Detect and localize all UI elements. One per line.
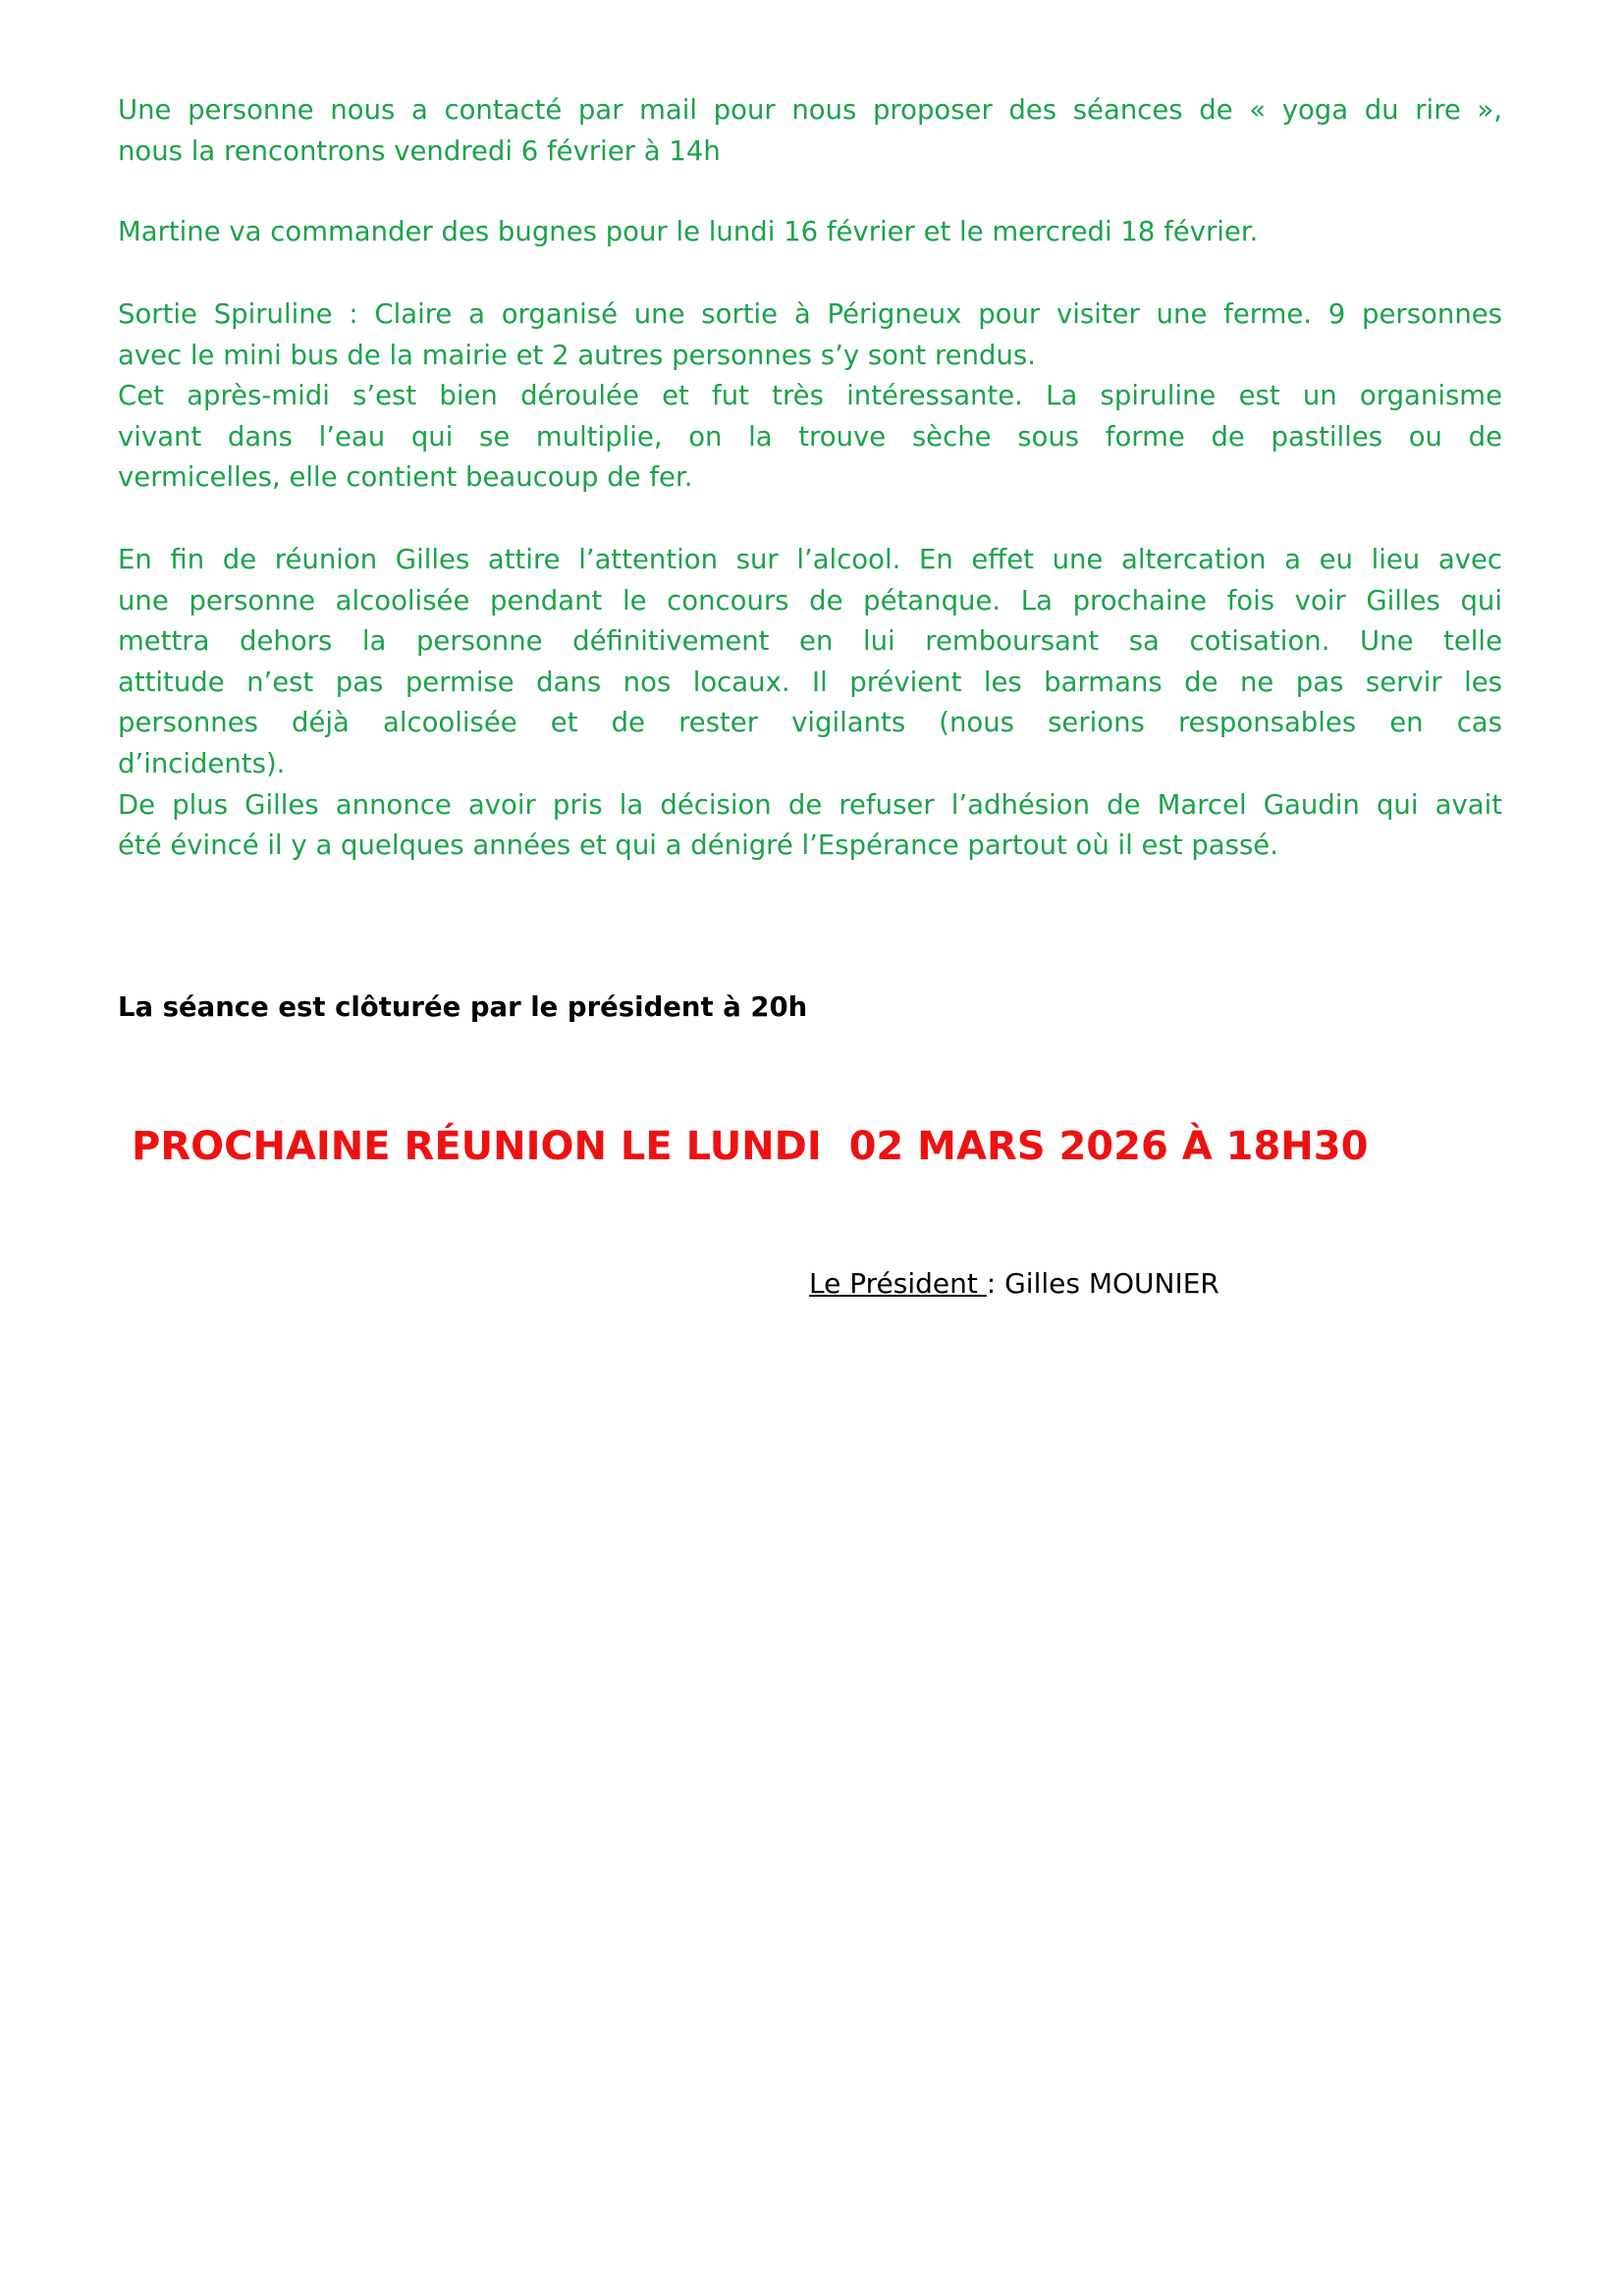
paragraph-line: Sortie Spiruline : Claire a organisé une sortie à Périgneux pour visiter une ferme. 9 personnes bbox=[118, 298, 1502, 330]
paragraph-line: d’incidents). bbox=[118, 747, 286, 779]
paragraph-spiruline bbox=[118, 294, 1502, 499]
signature bbox=[809, 1264, 1219, 1304]
paragraph-line: Une personne nous a contacté par mail pour nous proposer des séances de « yoga du rire », bbox=[118, 94, 1502, 126]
next-meeting-announcement: PROCHAINE RÉUNION LE LUNDI 02 MARS 2026 À 18H30 bbox=[132, 1124, 1369, 1169]
signature-role: Le Président bbox=[809, 1267, 987, 1300]
paragraph-bugnes bbox=[118, 212, 1502, 253]
paragraph-line: nous la rencontrons vendredi 6 février à 14h bbox=[118, 134, 721, 167]
paragraph-line: Cet après-midi s’est bien déroulée et fut très intéressante. La spiruline est un organisme bbox=[118, 380, 1502, 412]
signature-separator: : bbox=[986, 1267, 1005, 1300]
paragraph-line: avec le mini bus de la mairie et 2 autres personnes s’y sont rendus. bbox=[118, 339, 1036, 371]
paragraph-line: mettra dehors la personne définitivement en lui remboursant sa cotisation. Une telle bbox=[118, 625, 1502, 658]
paragraph-yoga bbox=[118, 90, 1502, 172]
paragraph-line: vermicelles, elle contient beaucoup de fer. bbox=[118, 461, 693, 494]
signature-name: Gilles MOUNIER bbox=[1004, 1267, 1219, 1300]
paragraph-line: une personne alcoolisée pendant le concours de pétanque. La prochaine fois voir Gilles qui bbox=[118, 584, 1502, 616]
closing-statement: La séance est clôturée par le président à 20h bbox=[118, 991, 808, 1023]
paragraph-line: De plus Gilles annonce avoir pris la décision de refuser l’adhésion de Marcel Gaudin qui avait bbox=[118, 788, 1502, 821]
paragraph-line: En fin de réunion Gilles attire l’attention sur l’alcool. En effet une altercation a eu lieu avec bbox=[118, 544, 1502, 575]
paragraph-alcool bbox=[118, 540, 1502, 867]
paragraph-line: vivant dans l’eau qui se multiplie, on la trouve sèche sous forme de pastilles ou de bbox=[118, 420, 1502, 453]
paragraph-line: été évincé il y a quelques années et qui a dénigré l’Espérance partout où il est passé. bbox=[118, 829, 1278, 862]
paragraph-line: attitude n’est pas permise dans nos locaux. Il prévient les barmans de ne pas servir les bbox=[118, 666, 1502, 698]
paragraph-line: personnes déjà alcoolisée et de rester vigilants (nous serions responsables en cas bbox=[118, 707, 1502, 739]
paragraph-line: Martine va commander des bugnes pour le lundi 16 février et le mercredi 18 février. bbox=[118, 216, 1259, 247]
